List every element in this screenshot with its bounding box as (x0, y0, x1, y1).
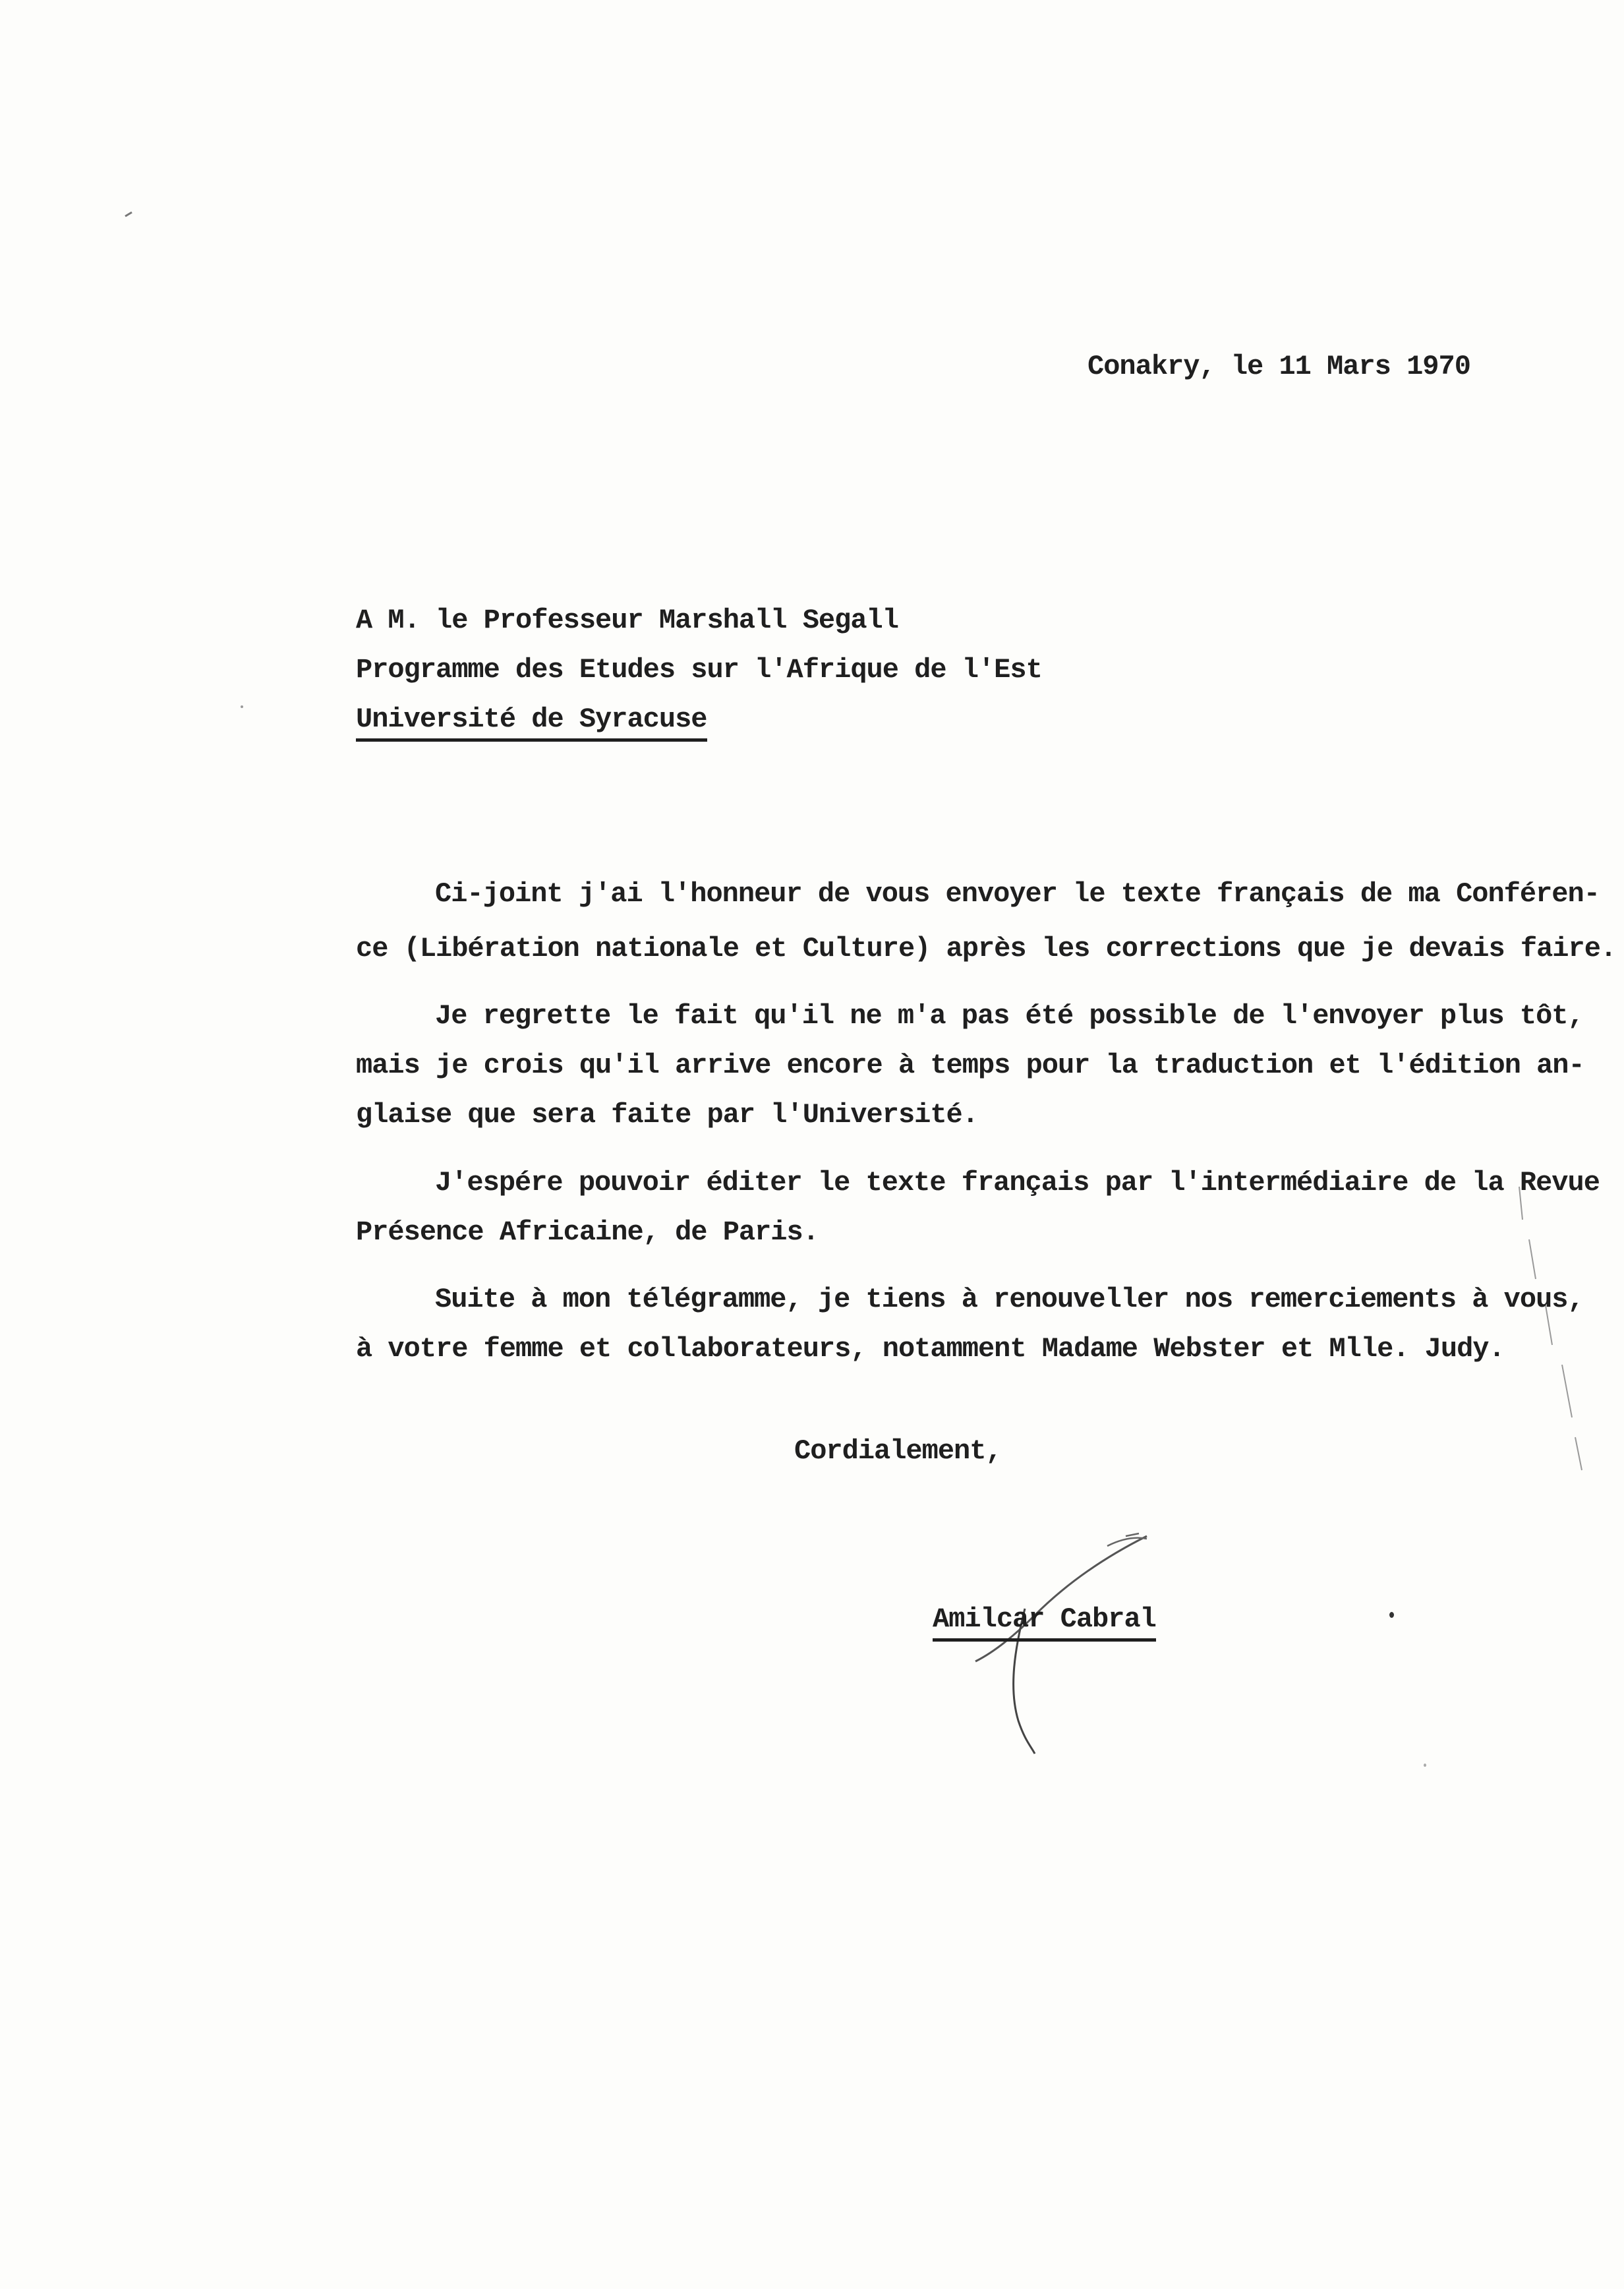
signature-stroke (975, 1536, 1147, 1661)
body-p3-line-2: Présence Africaine, de Paris. (356, 1216, 819, 1248)
stray-dot (1389, 1612, 1394, 1618)
recipient-line-1: A M. le Professeur Marshall Segall (356, 605, 898, 636)
margin-mark (1519, 1187, 1582, 1470)
date-line: Conakry, le 11 Mars 1970 (1088, 351, 1470, 382)
closing: Cordialement, (794, 1435, 1002, 1467)
body-p1-line-2: ce (Libération nationale et Culture) après les corrections que je devais faire. (356, 933, 1617, 965)
stray-dot (1424, 1764, 1426, 1767)
body-p2-line-3: glaise que sera faite par l'Université. (356, 1099, 978, 1131)
body-p4-line-2: à votre femme et collaborateurs, notamment Madame Webster et Mlle. Judy. (356, 1333, 1505, 1365)
stray-dot (241, 705, 243, 708)
recipient-line-2: Programme des Etudes sur l'Afrique de l'Est (356, 654, 1042, 686)
body-p3-line-1: J'espére pouvoir éditer le texte français par l'intermédiaire de la Revue (435, 1167, 1600, 1199)
recipient-line-3: Université de Syracuse (356, 705, 707, 742)
body-p2-line-1: Je regrette le fait qu'il ne m'a pas été possible de l'envoyer plus tôt, (435, 1000, 1584, 1032)
body-p4-line-1: Suite à mon télégramme, je tiens à renouveller nos remerciements à vous, (435, 1284, 1584, 1315)
signature-name: Amilcar Cabral (933, 1605, 1156, 1642)
body-p2-line-2: mais je crois qu'il arrive encore à temps pour la traduction et l'édition an- (356, 1050, 1584, 1081)
body-p1-line-1: Ci-joint j'ai l'honneur de vous envoyer le texte français de ma Conféren- (435, 878, 1600, 910)
stray-mark-top-left (125, 212, 132, 216)
